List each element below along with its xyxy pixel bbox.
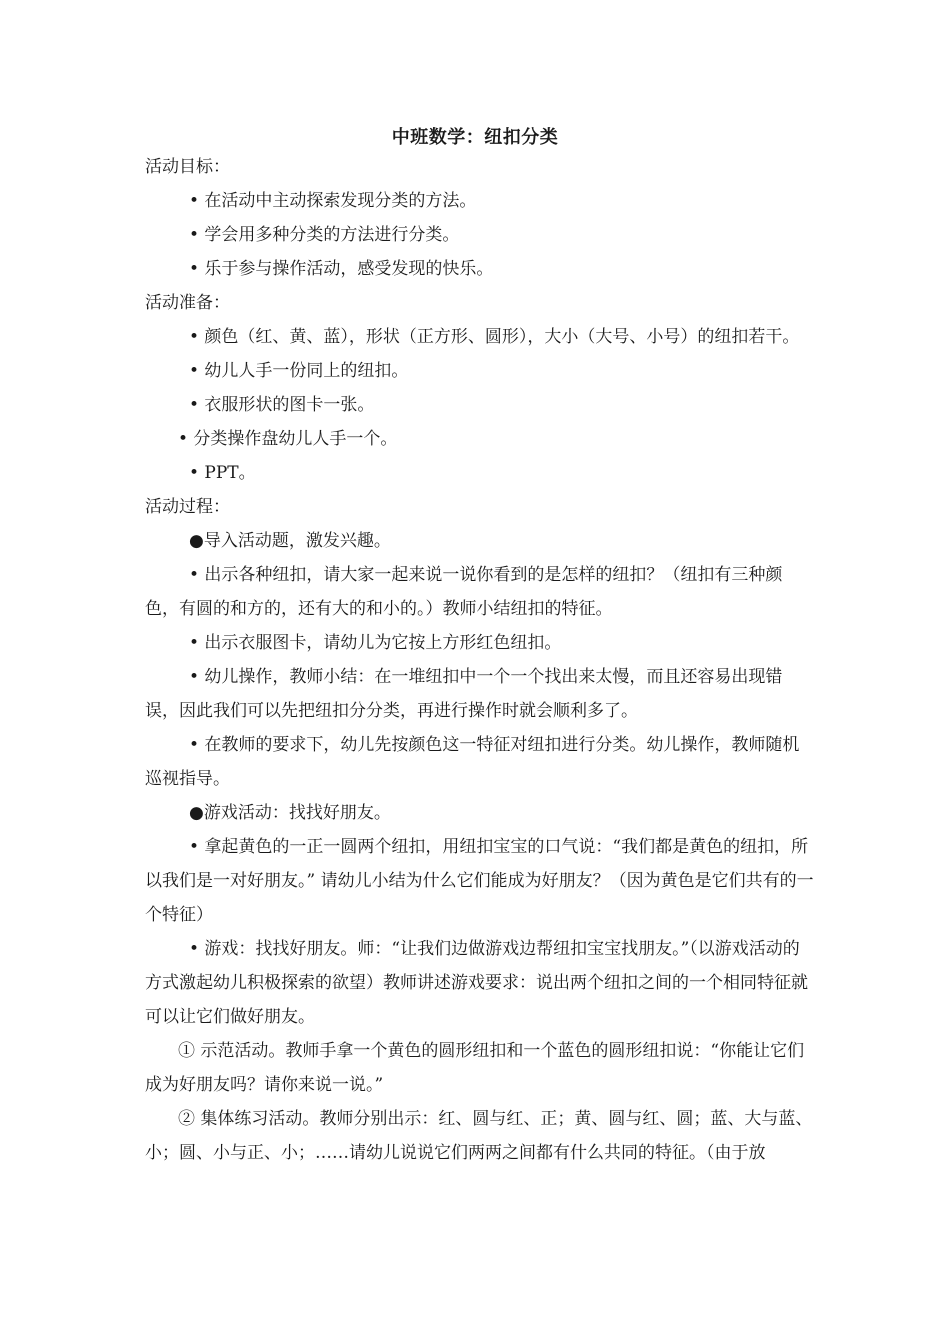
goal-item: • 在活动中主动探索发现分类的方法。: [189, 191, 477, 211]
process-step: ② 集体练习活动。教师分别出示：红、圆与红、正；黄、圆与红、圆；蓝、大与蓝、小；圆、小与正、小；……请幼儿说说它们两两之间都有什么共同的特征。（由于放: [145, 1109, 813, 1163]
process-item: • 游戏：找找好朋友。师：“让我们边做游戏边帮纽扣宝宝找朋友。”（以游戏活动的方式激起幼儿积极探索的欲望）教师讲述游戏要求：说出两个纽扣之间的一个相同特征就可以让它们做好朋友。: [145, 939, 808, 1027]
prep-item: • 幼儿人手一份同上的纽扣。: [189, 361, 409, 381]
process-item: • 拿起黄色的一正一圆两个纽扣，用纽扣宝宝的口气说：“我们都是黄色的纽扣，所以我们是一对好朋友。” 请幼儿小结为什么它们能成为好朋友？（因为黄色是它们共有的一个特征）: [145, 837, 814, 925]
prep-item: • 颜色（红、黄、蓝），形状（正方形、圆形），大小（大号、小号）的纽扣若干。: [189, 327, 800, 347]
process-item: • 出示衣服图卡，请幼儿为它按上方形红色纽扣。: [189, 633, 562, 653]
document-body: [145, 150, 815, 1170]
section-heading-process: 活动过程：: [145, 497, 230, 517]
section-heading-prep: 活动准备：: [145, 293, 230, 313]
prep-item: • 分类操作盘幼儿人手一个。: [178, 429, 398, 449]
goal-item: • 乐于参与操作活动，感受发现的快乐。: [189, 259, 494, 279]
process-subheading: ●游戏活动：找找好朋友。: [189, 803, 391, 823]
process-item: • 在教师的要求下，幼儿先按颜色这一特征对纽扣进行分类。幼儿操作，教师随机巡视指导。: [145, 735, 800, 789]
goal-item: • 学会用多种分类的方法进行分类。: [189, 225, 460, 245]
prep-item: • 衣服形状的图卡一张。: [189, 395, 375, 415]
process-step: ① 示范活动。教师手拿一个黄色的圆形纽扣和一个蓝色的圆形纽扣说：“你能让它们成为好朋友吗？请你来说一说。”: [145, 1041, 805, 1095]
prep-item: • PPT。: [189, 463, 256, 483]
process-item: • 幼儿操作，教师小结：在一堆纽扣中一个一个找出来太慢，而且还容易出现错误，因此我们可以先把纽扣分分类，再进行操作时就会顺利多了。: [145, 667, 783, 721]
process-subheading: ●导入活动题，激发兴趣。: [189, 531, 391, 551]
document-title: 中班数学：纽扣分类: [391, 127, 559, 148]
process-item: • 出示各种纽扣，请大家一起来说一说你看到的是怎样的纽扣？（纽扣有三种颜色，有圆的和方的，还有大的和小的。）教师小结纽扣的特征。: [145, 565, 783, 619]
section-heading-goals: 活动目标：: [145, 157, 230, 177]
